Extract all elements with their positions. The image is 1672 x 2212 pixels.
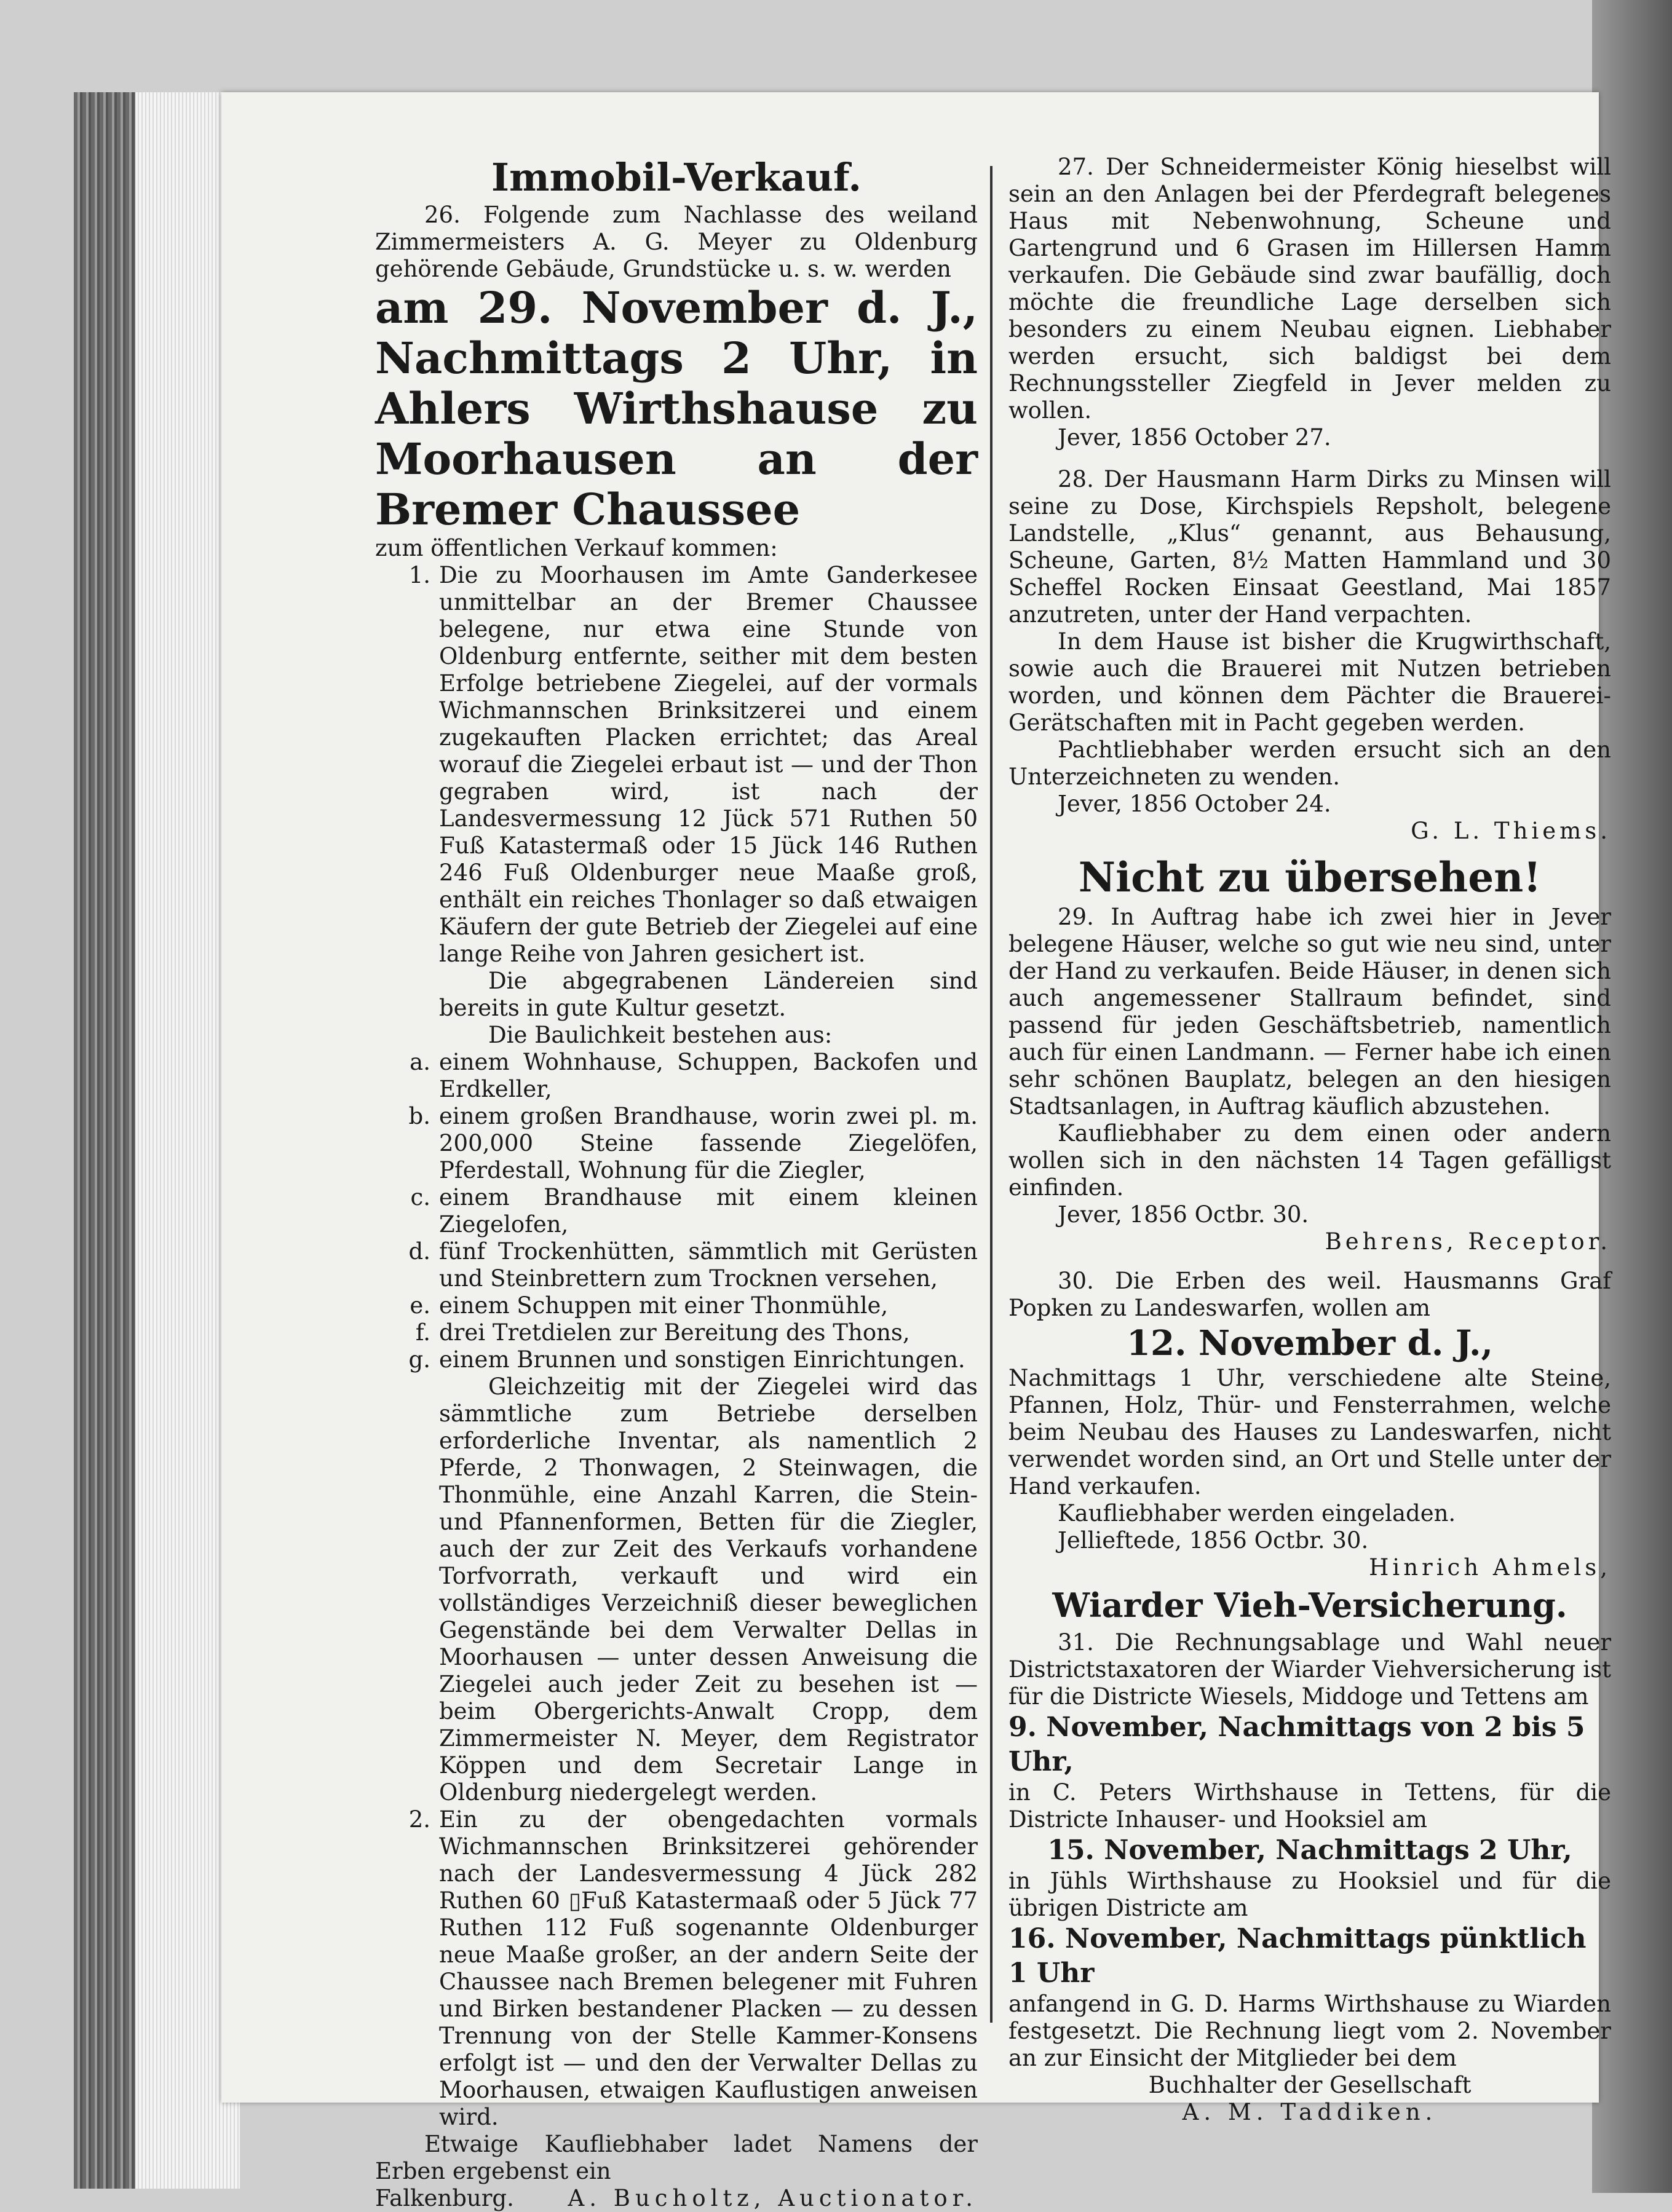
notice-28-c: Pachtliebhaber werden ersucht sich an den Unterzeichneten zu wenden. bbox=[1008, 737, 1611, 790]
list-marker: c. bbox=[410, 1184, 430, 1211]
item-2 bbox=[375, 1806, 978, 2131]
list-marker: f. bbox=[415, 1319, 430, 1346]
notice-28-signature: G. L. Thiems. bbox=[1411, 818, 1611, 844]
notice-31-date-2: 15. November, Nachmittags 2 Uhr, bbox=[1047, 1835, 1572, 1866]
notice-29-b: Kaufliebhaber zu dem einen oder andern wollen sich in den nächsten 14 Tagen gefälligst einfinden. bbox=[1008, 1120, 1611, 1201]
notice-28: 28. Der Hausmann Harm Dirks zu Minsen will seine zu Dose, Kirchspiels Repsholt, belegene Landstelle, „Klus“ genannt, aus Behausung, Scheune, Garten, 8½ Matten Hammland und 30 Scheffel Rocken Einsaat Geestland, Mai 1857 anzutreten, unter der Hand verpachten. bbox=[1008, 466, 1611, 628]
signature-line bbox=[375, 2185, 978, 2212]
notice-30-signature: Hinrich Ahmels, bbox=[1369, 1554, 1611, 1581]
notice-29: 29. In Auftrag habe ich zwei hier in Jever belegene Häuser, welche so gut wie neu sind, unter der Hand zu verkaufen. Beide Häuser, in denen sich auch angemessener Stallraum befindet, sind passend für jeden Geschäftsbetrieb, namentlich auch für einen Landmann. — Ferner habe ich einen sehr schönen Bauplatz, belegen an den hiesigen Stadtsanlagen, in Auftrag käuflich abzustehen. bbox=[1008, 904, 1611, 1120]
list-item bbox=[375, 1103, 978, 1184]
notice-30-c: Kaufliebhaber werden eingeladen. bbox=[1058, 1500, 1456, 1527]
item-2-text: Ein zu der obengedachten vormals Wichmannschen Brinksitzerei gehörender nach der Landesvermessung 4 Jück 282 Ruthen 60 ▯Fuß Katastermaaß oder 5 Jück 77 Ruthen 112 Fuß sogenannte Oldenburger neue Maaße großer, an der andern Seite der Chaussee nach Bremen belegener mit Fuhren und Birken bestandener Placken — zu dessen Trennung von der Stelle Kammer-Konsens erfolgt ist — und den der Verwalter Dellas zu Moorhausen, etwaigen Kauflustigen anweisen wird. bbox=[439, 1806, 978, 2130]
notice-26-after: zum öffentlichen Verkauf kommen: bbox=[375, 535, 778, 561]
heading-immobil-verkauf: Immobil-Verkauf. bbox=[491, 155, 862, 200]
item-1-text: Die zu Moorhausen im Amte Ganderkesee unmittelbar an der Bremer Chaussee belegene, nur etwa eine Stunde von Oldenburg entfernte, seither mit dem besten Erfolge betriebene Ziegelei, auf der vormals Wichmannschen Brinksitzerei und einem zugekauften Placken errichtet; das Areal worauf die Ziegelei erbaut ist — und der Thon gegraben wird, ist nach der Landesvermessung 12 Jück 571 Ruthen 50 Fuß Katastermaß oder 15 Jück 146 Ruthen 246 Fuß Oldenburger neue Maaße groß, enthält ein reiches Thonlager so daß etwaigen Käufern der gute Betrieb der Ziegelei auf eine lange Reihe von Jahren gesichert ist. bbox=[439, 562, 978, 967]
notice-30-place-date: Jellieftede, 1856 Octbr. 30. bbox=[1058, 1527, 1369, 1554]
list-item bbox=[375, 1292, 978, 1319]
gleichzeitig-text: Gleichzeitig mit der Ziegelei wird das sämmtliche zum Betriebe derselben erforderliche Inventar, als namentlich 2 Pferde, 2 Thonwagen, 2 Steinwagen, die Thonmühle, eine Anzahl Karren, die Stein- und Pfannenformen, Betten für die Ziegler, auch der zur Zeit des Verkaufs vorhandene Torfvorrath, verkauft und wird ein vollständiges Verzeichniß dieser beweglichen Gegenstände bei dem Verwalter Dellas in Moorhausen — unter dessen Anweisung die Ziegelei auch jeder Zeit zu besehen ist — beim Obergerichts-Anwalt Cropp, dem Zimmermeister N. Meyer, dem Registrator Köppen und dem Secretair Lange in Oldenburg niedergelegt werden. bbox=[439, 1373, 978, 1806]
column-divider bbox=[990, 166, 993, 2023]
list-marker: b. bbox=[408, 1103, 430, 1129]
notice-29-signature: Behrens, Receptor. bbox=[1325, 1228, 1611, 1255]
list-text: einem Brunnen und sonstigen Einrichtungen. bbox=[439, 1346, 965, 1373]
list-text: einem großen Brandhause, worin zwei pl. m. 200,000 Steine fassende Ziegelöfen, Pferdestall, Wohnung für die Ziegler, bbox=[439, 1103, 978, 1183]
left-column bbox=[375, 154, 978, 2212]
notice-31-signature: A. M. Taddiken. bbox=[1182, 2099, 1438, 2125]
list-text: fünf Trockenhütten, sämmtlich mit Gerüsten und Steinbrettern zum Trocknen versehen, bbox=[439, 1238, 978, 1292]
list-item bbox=[375, 1238, 978, 1292]
book-page-edges bbox=[74, 92, 135, 2189]
heading-wiarder: Wiarder Vieh-Versicherung. bbox=[1052, 1586, 1567, 1625]
right-column bbox=[1008, 154, 1611, 2126]
notice-26-date: am 29. November d. J., Nachmittags 2 Uhr, in Ahlers Wirthshause zu Moorhausen an der Bremer Chaussee bbox=[375, 282, 978, 535]
item-marker: 2. bbox=[408, 1806, 430, 1833]
notice-30-date: 12. November d. J., bbox=[1127, 1323, 1493, 1364]
notice-31-text-3: anfangend in G. D. Harms Wirthshause zu Wiarden festgesetzt. Die Rechnung liegt vom 2. November an zur Einsicht der Mitglieder bei dem bbox=[1008, 1991, 1611, 2071]
list-marker: g. bbox=[408, 1346, 430, 1373]
notice-31-role: Buchhalter der Gesellschaft bbox=[1148, 2072, 1472, 2098]
item-1 bbox=[375, 562, 978, 1049]
closing-text: Etwaige Kaufliebhaber ladet Namens der Erben ergebenst ein bbox=[375, 2131, 978, 2184]
list-item bbox=[375, 1319, 978, 1346]
list-item bbox=[375, 1049, 978, 1103]
item-marker: 1. bbox=[408, 562, 430, 588]
item-1-c: Die Baulichkeit bestehen aus: bbox=[488, 1022, 833, 1048]
notice-30-b: Nachmittags 1 Uhr, verschiedene alte Steine, Pfannen, Holz, Thür- und Fensterrahmen, welche beim Neubau des Hauses zu Landeswarfen, nicht verwendet worden sind, an Ort und Stelle unter der Hand verkaufen. bbox=[1008, 1365, 1611, 1499]
notice-31-date-3: 16. November, Nachmittags pünktlich 1 Uhr bbox=[1008, 1923, 1587, 1989]
notice-31-text-1: in C. Peters Wirthshause in Tettens, für die Districte Inhauser- und Hooksiel am bbox=[1008, 1779, 1611, 1833]
list-text: einem Brandhause mit einem kleinen Ziegelofen, bbox=[439, 1184, 978, 1238]
signer: A. Bucholtz, Auctionator. bbox=[568, 2185, 978, 2211]
notice-26-intro: 26. Folgende zum Nachlasse des weiland Zimmermeisters A. G. Meyer zu Oldenburg gehörende Gebäude, Grundstücke u. s. w. werden bbox=[375, 202, 978, 282]
list-marker: e. bbox=[410, 1292, 430, 1319]
notice-31-date-1: 9. November, Nachmittags von 2 bis 5 Uhr, bbox=[1008, 1712, 1585, 1777]
list-marker: a. bbox=[410, 1049, 430, 1075]
list-text: einem Wohnhause, Schuppen, Backofen und Erdkeller, bbox=[439, 1049, 978, 1102]
list-item bbox=[375, 1346, 978, 1373]
item-1-b: Die abgegrabenen Ländereien sind bereits in gute Kultur gesetzt. bbox=[439, 968, 978, 1021]
notice-27-date: Jever, 1856 October 27. bbox=[1058, 424, 1331, 451]
notice-30: 30. Die Erben des weil. Hausmanns Graf Popken zu Landeswarfen, wollen am bbox=[1008, 1268, 1611, 1321]
sub-list bbox=[375, 1049, 978, 1373]
notice-31: 31. Die Rechnungsablage und Wahl neuer Districtstaxatoren der Wiarder Viehversicherung ist für die Districte Wiesels, Middoge und Tettens am bbox=[1008, 1629, 1611, 1710]
notice-27: 27. Der Schneidermeister König hieselbst will sein an den Anlagen bei der Pferdegraft belegenes Haus mit Nebenwohnung, Scheune und Gartengrund und 6 Grasen im Hillersen Hamm verkaufen. Die Gebäude sind zwar baufällig, doch möchte die freundliche Lage derselben sich besonders zu einem Neubau eignen. Liebhaber werden ersucht, sich baldigst bei dem Rechnungssteller Ziegfeld in Jever melden zu wollen. bbox=[1008, 154, 1611, 424]
place: Falkenburg. bbox=[375, 2185, 514, 2211]
list-marker: d. bbox=[408, 1238, 430, 1265]
notice-29-date: Jever, 1856 Octbr. 30. bbox=[1058, 1201, 1309, 1228]
newspaper-page bbox=[221, 92, 1611, 2211]
notice-31-text-2: in Jühls Wirthshause zu Hooksiel und für die übrigen Districte am bbox=[1008, 1868, 1611, 1921]
list-text: einem Schuppen mit einer Thonmühle, bbox=[439, 1292, 889, 1319]
heading-nicht-zu-uebersehen: Nicht zu übersehen! bbox=[1078, 853, 1542, 901]
list-item bbox=[375, 1184, 978, 1238]
gleichzeitig-block bbox=[375, 1373, 978, 1806]
notice-28-date: Jever, 1856 October 24. bbox=[1058, 791, 1331, 817]
list-text: drei Tretdielen zur Bereitung des Thons, bbox=[439, 1319, 910, 1346]
notice-28-b: In dem Hause ist bisher die Krugwirthschaft, sowie auch die Brauerei mit Nutzen betrieben worden, und können dem Pächter die Brauerei-Gerätschaften mit in Pacht gegeben werden. bbox=[1008, 628, 1611, 736]
